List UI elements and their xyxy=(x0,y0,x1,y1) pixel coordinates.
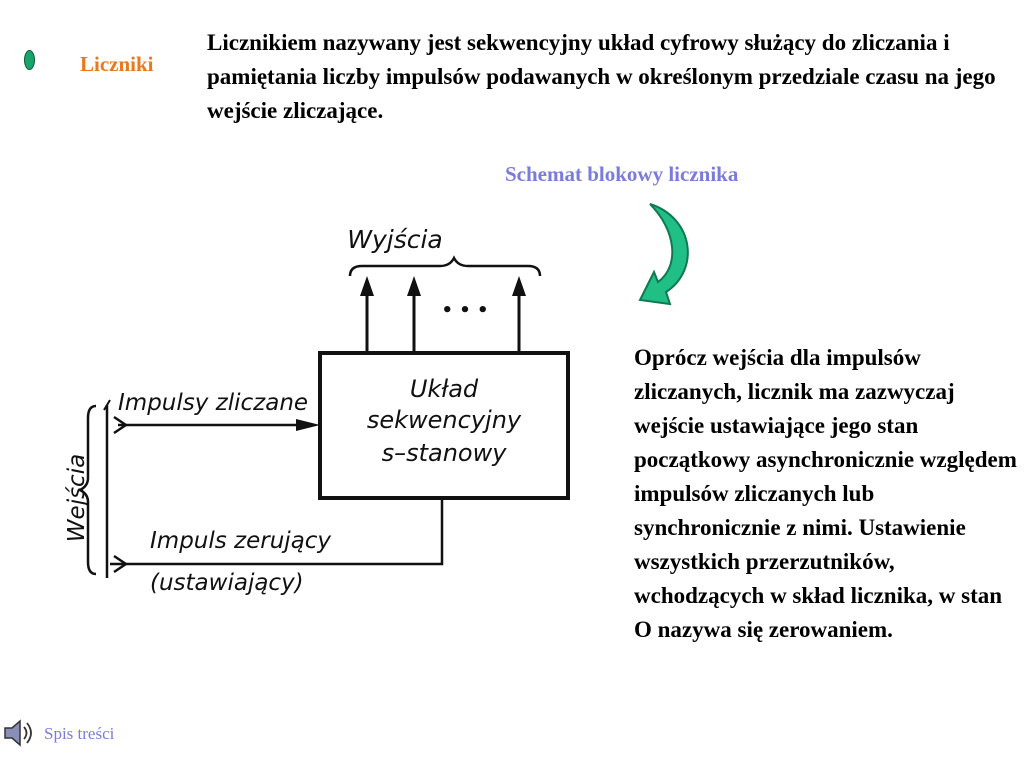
block-label-line3: s–stanowy xyxy=(381,439,507,467)
outputs-label: Wyjścia xyxy=(347,225,443,254)
block-label-line1: Układ xyxy=(409,375,479,403)
reset-input-label-line1: Impuls zerujący xyxy=(150,528,332,554)
schema-caption: Schemat blokowy licznika xyxy=(505,162,739,186)
counted-input-arrow xyxy=(296,419,320,431)
output-arrow xyxy=(407,276,421,352)
counter-block-diagram xyxy=(52,210,592,610)
outputs-ellipsis: • • • xyxy=(441,300,489,321)
definition-text: Licznikiem nazywany jest sekwencyjny układ cyfrowy służący do zliczania i pamiętania liczby impulsów podawanych w określonym przedziale czasu na jego wejście zliczające. xyxy=(207,30,996,123)
output-arrow xyxy=(512,276,526,352)
outputs-brace xyxy=(350,258,540,276)
explanation-text: Oprócz wejścia dla impulsów zliczanych, licznik ma zazwyczaj wejście ustawiające jego stan początkowy asynchronicznie względem impulsów zliczanych lub synchronicznie z nimi. Ustawienie wszystkich przerzutników, wchodzących w skład licznika, w stan O nazywa się zerowaniem. xyxy=(634,345,1017,642)
oval-bullet-icon xyxy=(24,50,35,70)
output-arrow xyxy=(360,276,374,352)
counted-input-label: Impulsy zliczane xyxy=(118,390,309,416)
toc-link[interactable]: Spis treści xyxy=(44,724,115,743)
inputs-label: Wejścia xyxy=(64,453,90,543)
slide-title: Liczniki xyxy=(80,52,154,76)
reset-input-label-line2: (ustawiający) xyxy=(150,570,304,596)
curved-arrow-down-icon xyxy=(636,200,700,328)
block-label-line2: sekwencyjny xyxy=(366,406,522,434)
speaker-icon[interactable] xyxy=(2,716,36,750)
